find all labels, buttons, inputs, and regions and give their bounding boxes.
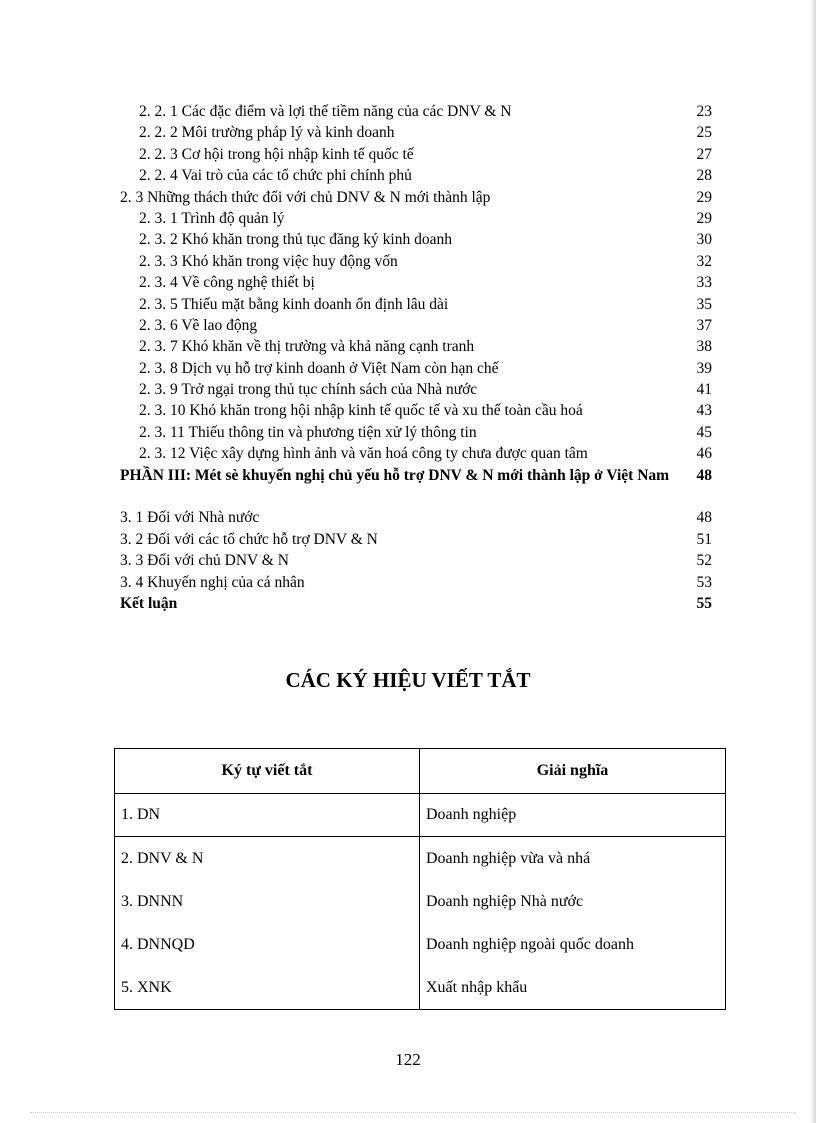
toc-entry-page: 52 [696, 552, 712, 570]
toc-entry-page: 45 [696, 423, 712, 441]
toc-entry-title: 3. 2 Đối với các tổ chức hỗ trợ DNV & N [120, 530, 378, 548]
abbreviation-cell: 1. DN [115, 794, 420, 837]
abbreviation-item: 2. DNV & N [121, 850, 204, 867]
toc-entry-page: 27 [696, 145, 712, 163]
toc-entry-title: 2. 3. 3 Khó khăn trong việc huy động vốn [139, 252, 398, 270]
toc-entry-page: 29 [696, 188, 712, 206]
abbreviation-item: 5. XNK [121, 979, 172, 996]
meaning-item: Xuất nhập khẩu [426, 979, 528, 996]
toc-entry-page: 55 [696, 595, 712, 612]
toc-entry-title: 3. 1 Đối với Nhà nước [120, 509, 260, 527]
toc-entry-page: 35 [696, 295, 712, 313]
toc-entry-title: 2. 3. 10 Khó khăn trong hội nhập kinh tế quốc tế và xu thế toàn cầu hoá [139, 402, 583, 420]
toc-entry-page: 33 [696, 274, 712, 292]
toc-entry-title: 2. 3. 2 Khó khăn trong thủ tục đăng ký kinh doanh [139, 231, 452, 249]
toc-entry-page: 30 [696, 231, 712, 249]
toc-entry [120, 443, 712, 464]
toc-entry [120, 272, 712, 293]
page-bottom-divider [30, 1112, 796, 1113]
toc-entry [120, 358, 712, 379]
toc-entry [120, 379, 712, 400]
meaning-cell: Doanh nghiệp [420, 794, 726, 837]
toc-entry [120, 229, 712, 250]
meaning-item: Doanh nghiệp Nhà nước [426, 893, 584, 910]
table-row [115, 794, 726, 837]
toc-entry [120, 144, 712, 165]
toc-conclusion-entry [120, 593, 712, 614]
toc-entry-title: 2. 3. 7 Khó khăn về thị trường và khả năng cạnh tranh [139, 338, 475, 356]
toc-entry [120, 400, 712, 421]
toc-entry-title: 2. 3 Những thách thức đối với chủ DNV & N mới thành lập [120, 188, 491, 206]
toc-entry-page: 23 [696, 103, 712, 120]
toc-entry-title: 2. 3. 5 Thiếu mặt bằng kinh doanh ổn định lâu dài [139, 295, 449, 313]
toc-section-entry [120, 529, 712, 550]
table-header-row [115, 749, 726, 794]
page-edge-shadow [810, 0, 816, 1123]
toc-entry-page: 46 [696, 445, 712, 463]
meaning-item: Doanh nghiệp vừa và nhá [426, 850, 591, 867]
meaning-item: Doanh nghiệp ngoài quốc doanh [426, 936, 634, 953]
toc-entry-page: 48 [696, 509, 712, 527]
abbreviation-item: 3. DNNN [121, 893, 184, 910]
toc-entry-page: 43 [696, 402, 712, 420]
toc-entry-title: 2. 3. 11 Thiếu thông tin và phương tiện xử lý thông tin [139, 423, 477, 441]
toc-entry-page: 41 [696, 381, 712, 399]
toc-entry-title: 2. 3. 12 Việc xây dựng hình ảnh và văn hoá công ty chưa được quan tâm [139, 445, 588, 463]
page-number: 122 [395, 1050, 421, 1069]
toc-entry-page: 38 [696, 338, 712, 356]
toc-entry-page: 48 [696, 466, 712, 484]
toc-entry [120, 315, 712, 336]
toc-entry-title: 2. 3. 4 Về công nghệ thiết bị [139, 274, 315, 292]
meaning-cell [420, 837, 726, 1010]
toc-entry-title: 2. 2. 2 Môi trường pháp lý và kinh doanh [139, 124, 395, 142]
toc-entry-title: 2. 3. 8 Dịch vụ hỗ trợ kinh doanh ở Việt Nam còn hạn chế [139, 359, 499, 377]
toc-entry-page: 32 [696, 252, 712, 270]
toc-entry [120, 208, 712, 229]
toc-entry [120, 336, 712, 357]
toc-section-entry [120, 187, 712, 208]
column-header: Ký tự viết tắt [115, 749, 420, 794]
abbreviations-heading: CÁC KÝ HIỆU VIẾT TẮT [285, 668, 531, 692]
toc-entry [120, 165, 712, 186]
table-of-contents [120, 101, 712, 614]
toc-entry-title: 2. 2. 4 Vai trò của các tổ chức phi chính phủ [139, 167, 412, 185]
toc-entry-page: 37 [696, 316, 712, 334]
toc-entry-page: 51 [696, 530, 712, 548]
toc-entry-title: 3. 4 Khuyến nghị của cá nhân [120, 573, 305, 591]
abbreviation-item: 4. DNNQD [121, 936, 195, 953]
toc-entry-page: 53 [696, 573, 712, 591]
toc-entry-title: 2. 3. 9 Trở ngại trong thủ tục chính sách của Nhà nước [139, 381, 478, 399]
abbreviation-cell [115, 837, 420, 1010]
toc-entry-page: 25 [696, 124, 712, 142]
table-row-group [115, 837, 726, 1010]
toc-entry-title: PHẦN III: Mét sè khuyến nghị chủ yếu hỗ trợ DNV & N mới thành lập ở Việt Nam [120, 466, 670, 484]
toc-entry-title: Kết luận [120, 595, 178, 612]
column-header: Giải nghĩa [420, 749, 726, 794]
toc-section-entry [120, 507, 712, 528]
toc-entry-title: 2. 2. 1 Các đặc điểm và lợi thế tiềm năng của các DNV & N [139, 103, 512, 120]
toc-section-entry [120, 572, 712, 593]
toc-entry-page: 28 [696, 167, 712, 185]
toc-entry-title: 2. 3. 1 Trình độ quản lý [139, 209, 285, 227]
toc-entry [120, 422, 712, 443]
toc-entry-page: 39 [696, 359, 712, 377]
toc-entry-page: 29 [696, 209, 712, 227]
toc-entry-title: 2. 2. 3 Cơ hội trong hội nhập kinh tế quốc tế [139, 145, 414, 163]
toc-section-entry [120, 550, 712, 571]
toc-entry [120, 101, 712, 122]
toc-entry [120, 122, 712, 143]
toc-entry-title: 2. 3. 6 Về lao động [139, 316, 258, 334]
toc-entry-title: 3. 3 Đối với chủ DNV & N [120, 552, 289, 570]
abbreviations-table [114, 748, 726, 1010]
toc-entry [120, 251, 712, 272]
toc-part-entry [120, 465, 712, 508]
toc-entry [120, 294, 712, 315]
